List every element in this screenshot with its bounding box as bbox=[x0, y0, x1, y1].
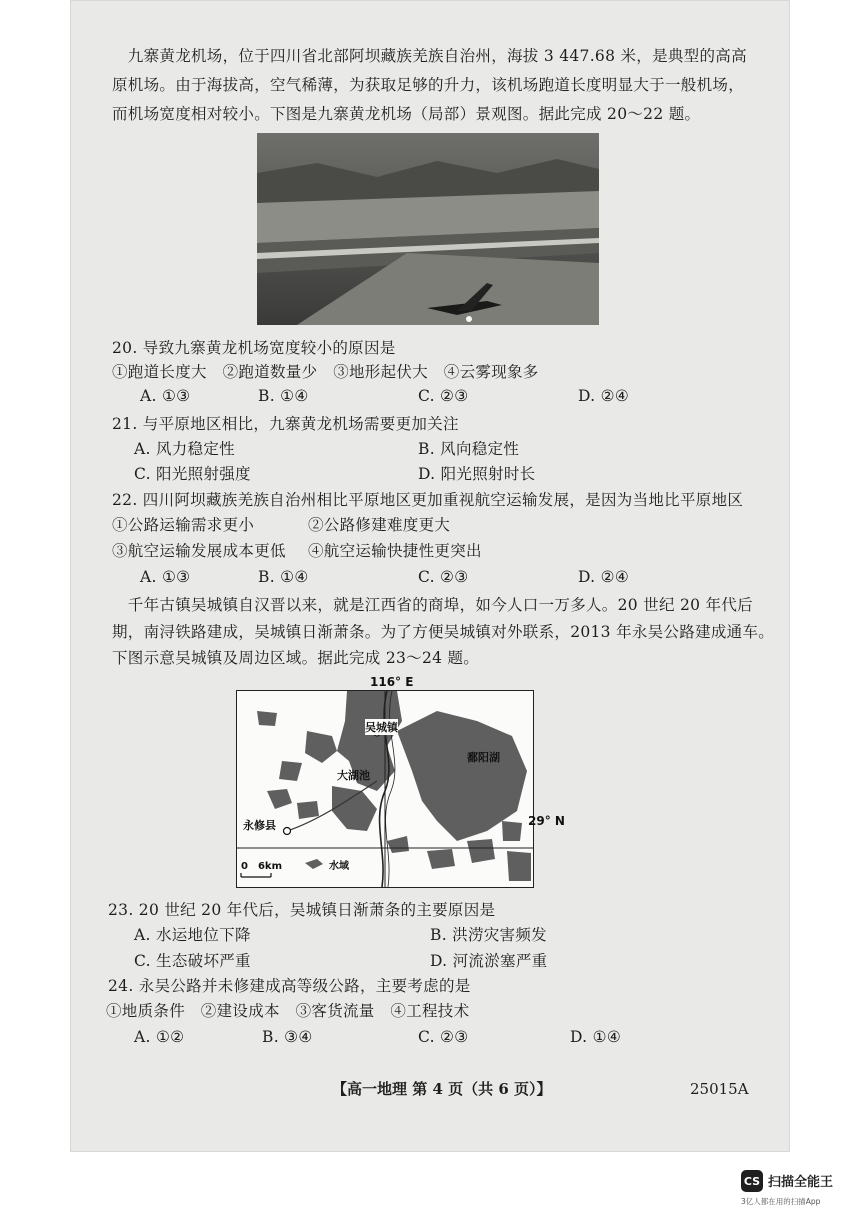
camscanner-tagline: 3亿人都在用的扫描App bbox=[741, 1197, 821, 1206]
exam-code: 25015A bbox=[690, 1080, 749, 1098]
legend-water-symbol bbox=[305, 859, 323, 869]
q21-stem: 21. 与平原地区相比，九寨黄龙机场需要更加关注 bbox=[112, 415, 459, 433]
q20-items: ①跑道长度大 ②跑道数量少 ③地形起伏大 ④云雾现象多 bbox=[112, 363, 539, 381]
q20-option-b: B. ①④ bbox=[258, 387, 309, 405]
q24-option-a: A. ①② bbox=[134, 1028, 185, 1046]
camscanner-logo-icon: CS bbox=[741, 1170, 763, 1192]
map-label-wucheng: 吴城镇 bbox=[365, 721, 398, 734]
q22-item4: ④航空运输快捷性更突出 bbox=[308, 542, 482, 560]
q20-option-a: A. ①③ bbox=[140, 387, 191, 405]
q22-option-b: B. ①④ bbox=[258, 568, 309, 586]
q20-stem: 20. 导致九寨黄龙机场宽度较小的原因是 bbox=[112, 339, 396, 357]
q23-option-d: D. 河流淤塞严重 bbox=[430, 952, 548, 970]
intro2-line3: 下图示意吴城镇及周边区域。据此完成 23～24 题。 bbox=[112, 649, 480, 667]
intro1-line2: 原机场。由于海拔高，空气稀薄，为获取足够的升力，该机场跑道长度明显大于一般机场， bbox=[112, 76, 745, 94]
q22-option-c: C. ②③ bbox=[418, 568, 469, 586]
q24-option-d: D. ①④ bbox=[570, 1028, 622, 1046]
q24-option-b: B. ③④ bbox=[262, 1028, 313, 1046]
q23-stem: 23. 20 世纪 20 年代后，吴城镇日渐萧条的主要原因是 bbox=[108, 901, 496, 919]
camscanner-name: 扫描全能王 bbox=[768, 1175, 834, 1190]
q24-option-c: C. ②③ bbox=[418, 1028, 469, 1046]
q22-item1: ①公路运输需求更小 bbox=[112, 516, 255, 534]
map-label-yongxiu: 永修县 bbox=[243, 819, 276, 832]
q21-option-d: D. 阳光照射时长 bbox=[418, 465, 536, 483]
intro2-line2: 期，南浔铁路建成，吴城镇日渐萧条。为了方便吴城镇对外联系，2013 年永吴公路建成通车。 bbox=[112, 623, 775, 641]
map-label-dahuchi: 大湖池 bbox=[337, 769, 370, 782]
map-label-poyang: 鄱阳湖 bbox=[467, 751, 500, 764]
q22-option-a: A. ①③ bbox=[140, 568, 191, 586]
wucheng-map bbox=[236, 690, 534, 888]
q22-item2: ②公路修建难度更大 bbox=[308, 516, 451, 534]
q21-option-b: B. 风向稳定性 bbox=[418, 440, 520, 458]
map-longitude-label: 116° E bbox=[370, 675, 414, 689]
map-legend-label: 水域 bbox=[329, 861, 349, 872]
q21-option-a: A. 风力稳定性 bbox=[134, 440, 235, 458]
q22-option-d: D. ②④ bbox=[578, 568, 630, 586]
intro2-line1: 千年古镇吴城镇自汉晋以来，就是江西省的商埠，如今人口一万多人。20 世纪 20 年代后 bbox=[112, 596, 753, 614]
map-scale-label: 0 6km bbox=[241, 861, 282, 872]
intro1-line3: 而机场宽度相对较小。下图是九寨黄龙机场（局部）景观图。据此完成 20～22 题。 bbox=[112, 105, 701, 123]
airport-photo bbox=[257, 133, 599, 325]
q23-option-c: C. 生态破坏严重 bbox=[134, 952, 251, 970]
map-latitude-label: 29° N bbox=[528, 814, 565, 828]
q20-option-c: C. ②③ bbox=[418, 387, 469, 405]
q24-items: ①地质条件 ②建设成本 ③客货流量 ④工程技术 bbox=[106, 1002, 470, 1020]
intro1-line1: 九寨黄龙机场，位于四川省北部阿坝藏族羌族自治州，海拔 3 447.68 米，是典型的高高 bbox=[112, 47, 747, 65]
q23-option-b: B. 洪涝灾害频发 bbox=[430, 926, 547, 944]
q23-option-a: A. 水运地位下降 bbox=[134, 926, 251, 944]
q21-option-c: C. 阳光照射强度 bbox=[134, 465, 251, 483]
q24-stem: 24. 永吴公路并未修建成高等级公路，主要考虑的是 bbox=[108, 977, 471, 995]
page-footer: 【高一地理 第 4 页（共 6 页）】 bbox=[332, 1080, 552, 1098]
q22-item3: ③航空运输发展成本更低 bbox=[112, 542, 286, 560]
q22-stem: 22. 四川阿坝藏族羌族自治州相比平原地区更加重视航空运输发展，是因为当地比平原地区 bbox=[112, 491, 744, 509]
q20-option-d: D. ②④ bbox=[578, 387, 630, 405]
yongxiu-marker bbox=[284, 828, 291, 835]
